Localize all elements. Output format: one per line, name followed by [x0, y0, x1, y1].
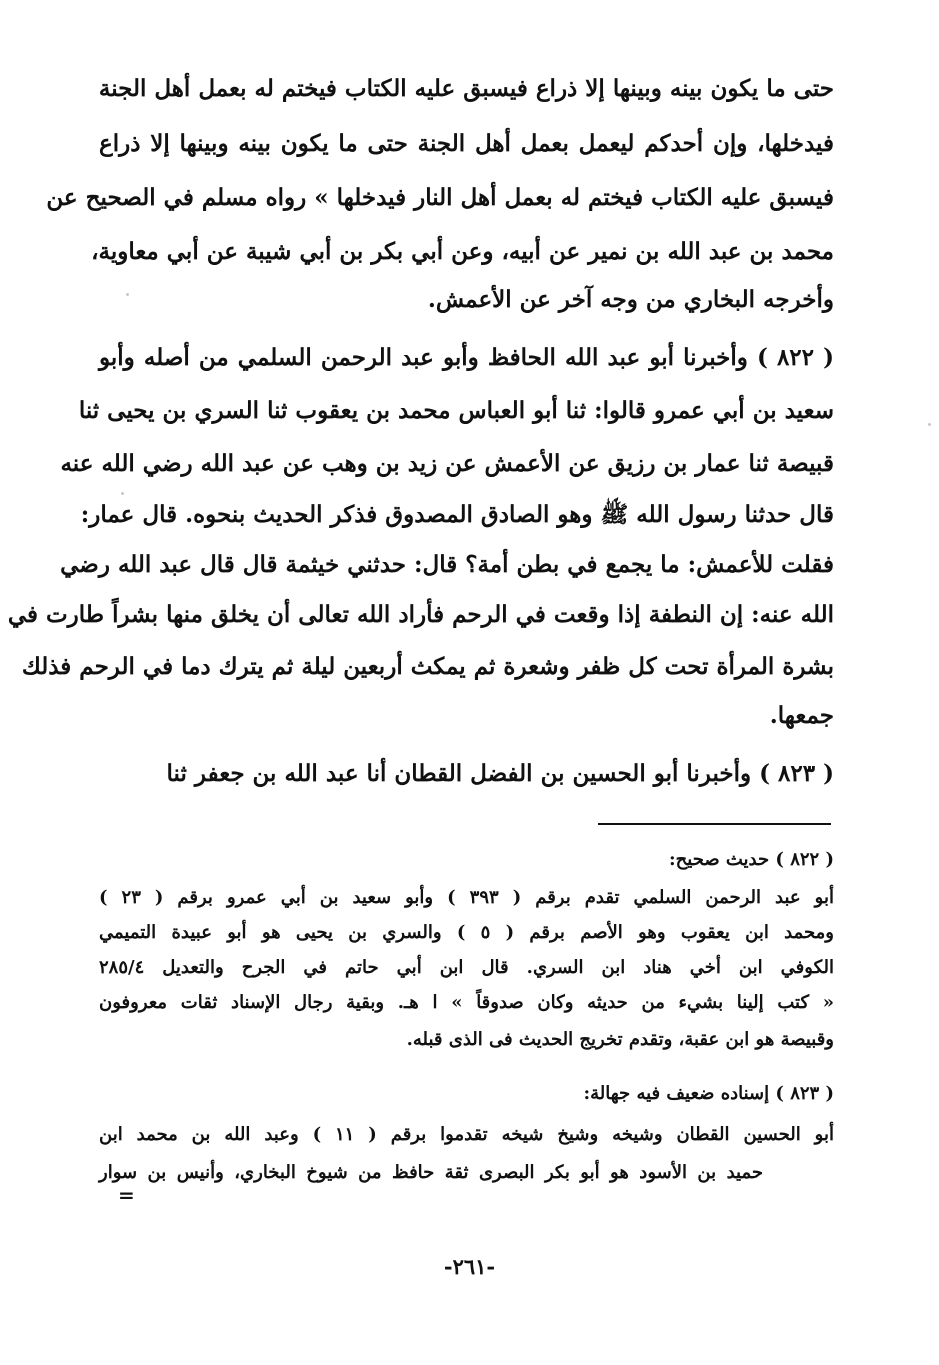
body-line-10: فقلت للأعمش: ما يجمع في بطن أمة؟ قال: حدثني خيثمة قال قال عبد الله رضي: [60, 551, 834, 578]
footnote-separator: [598, 823, 831, 825]
body-line-13: جمعها.: [769, 702, 834, 729]
body-line-9: قال حدثنا رسول الله ﷺ وهو الصادق المصدوق فذكر الحديث بنحوه. قال عمار:: [80, 501, 834, 528]
scan-speck: [121, 492, 124, 495]
footnote-line: « كتب إلينا بشيء من حديثه وكان صدوقاً » ا هـ. وبقية رجال الإسناد ثقات معروفون: [99, 992, 834, 1013]
page-number: -٢٦١-: [443, 1254, 496, 1279]
body-line-8: قبيصة ثنا عمار بن رزيق عن الأعمش عن زيد بن وهب عن عبد الله رضي الله عنه: [60, 450, 834, 477]
body-line-7: سعيد بن أبي عمرو قالوا: ثنا أبو العباس محمد بن يعقوب ثنا السري بن يحيى ثنا: [78, 397, 834, 424]
scan-speck: [928, 423, 931, 426]
scan-speck: [126, 293, 129, 296]
footnote-heading-822: ( ٨٢٢ ) حديث صحيح:: [669, 849, 834, 870]
footnote-line: حميد بن الأسود هو أبو بكر البصرى ثقة حافظ من شيوخ البخاري، وأنيس بن سوار: [99, 1162, 763, 1183]
footnote-line: أبو الحسين القطان وشيخه وشيخ شيخه تقدموا برقم ( ١١ ) وعبد الله بن محمد ابن: [99, 1124, 834, 1145]
footnote-heading-823: ( ٨٢٣ ) إسناده ضعيف فيه جهالة:: [583, 1083, 834, 1104]
footnote-line: الكوفي ابن أخي هناد ابن السري. قال ابن أبي حاتم في الجرح والتعديل ٢٨٥/٤: [99, 957, 834, 978]
footnote-line: أبو عبد الرحمن السلمي تقدم برقم ( ٣٩٣ ) وأبو سعيد بن أبي عمرو برقم ( ٢٣ ): [99, 887, 834, 908]
body-line-5: وأخرجه البخاري من وجه آخر عن الأعمش.: [427, 286, 834, 313]
body-line-1: حتى ما يكون بينه وبينها إلا ذراع فيسبق عليه الكتاب فيختم له بعمل أهل الجنة: [98, 75, 834, 102]
body-line-14: ( ٨٢٣ ) وأخبرنا أبو الحسين بن الفضل القطان أنا عبد الله بن جعفر ثنا: [166, 760, 834, 787]
body-line-2: فيدخلها، وإن أحدكم ليعمل بعمل أهل الجنة حتى ما يكون بينه وبينها إلا ذراع: [99, 130, 834, 157]
footnote-line: ومحمد ابن يعقوب وهو الأصم برقم ( ٥ ) والسري بن يحيى هو أبو عبيدة التميمي: [99, 922, 834, 943]
body-line-12: بشرة المرأة تحت كل ظفر وشعرة ثم يمكث أربعين ليلة ثم يترك دما في الرحم فذلك: [21, 653, 834, 680]
continuation-mark: =: [118, 1183, 135, 1207]
footnote-line: وقبيصة هو ابن عقبة، وتقدم تخريج الحديث فى الذى قبله.: [406, 1029, 834, 1050]
body-line-4: محمد بن عبد الله بن نمير عن أبيه، وعن أبي بكر بن أبي شيبة عن أبي معاوية،: [91, 238, 834, 265]
body-line-6: ( ٨٢٢ ) وأخبرنا أبو عبد الله الحافظ وأبو عبد الرحمن السلمي من أصله وأبو: [99, 344, 835, 371]
body-line-11: الله عنه: إن النطفة إذا وقعت في الرحم فأراد الله تعالى أن يخلق منها بشراً طارت في: [7, 601, 834, 628]
body-line-3: فيسبق عليه الكتاب فيختم له بعمل أهل النار فيدخلها » رواه مسلم في الصحيح عن: [46, 184, 834, 211]
